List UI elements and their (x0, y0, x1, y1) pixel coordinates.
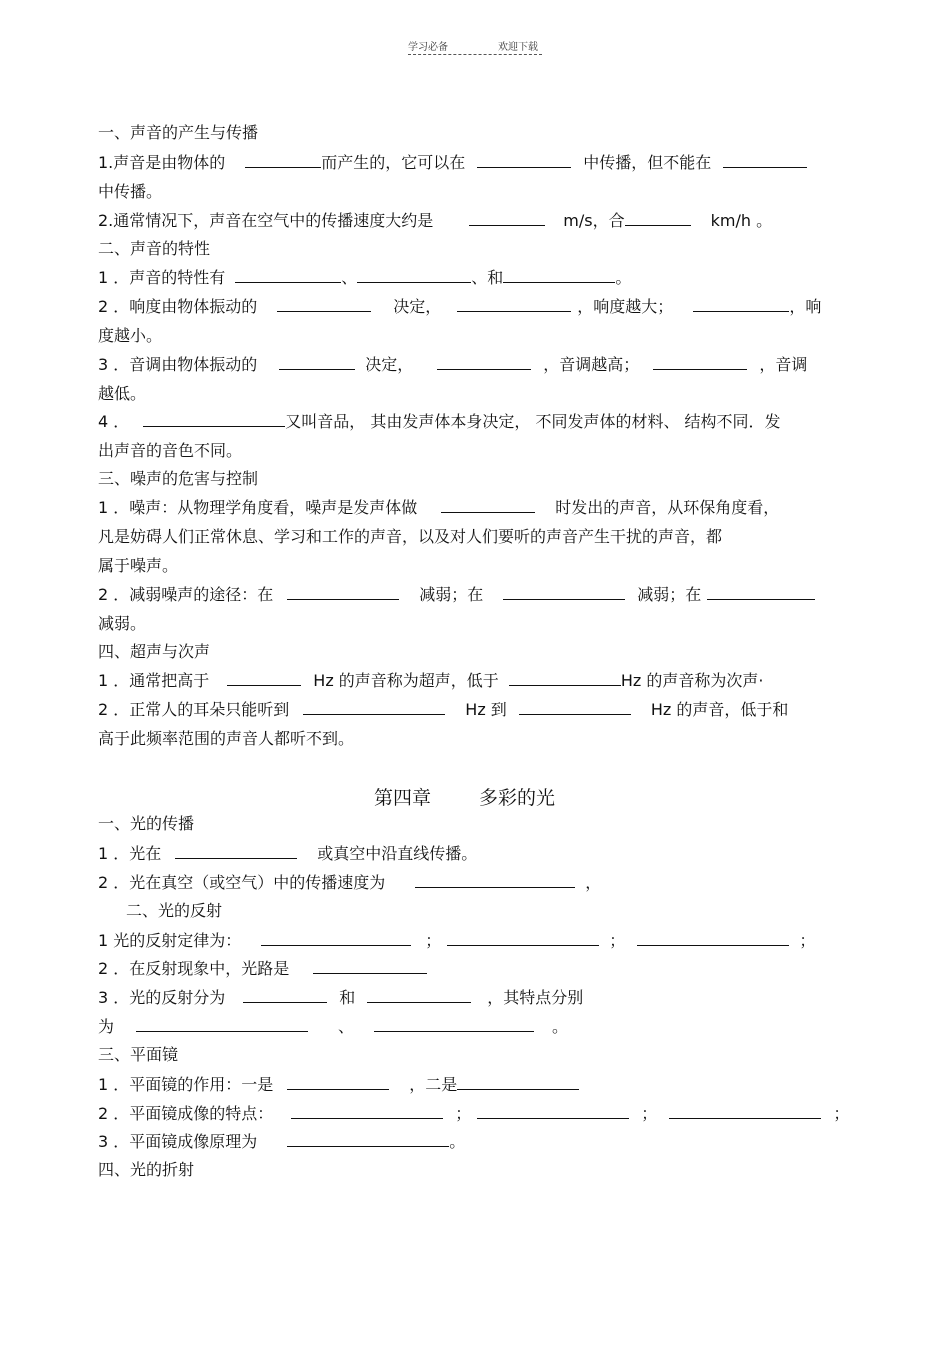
answer-blank[interactable] (374, 1017, 534, 1032)
question-line: 1 ．光在 或真空中沿直线传播。 (98, 844, 478, 863)
question-line: 3 ．平面镜成像原理为 。 (98, 1132, 466, 1151)
question-line: 出声音的音色不同。 (98, 441, 243, 460)
answer-blank[interactable] (707, 585, 815, 600)
question-line: 减弱。 (98, 614, 147, 633)
answer-blank[interactable] (437, 355, 531, 370)
answer-blank[interactable] (509, 671, 621, 686)
question-line: 为 、 。 (98, 1017, 569, 1036)
answer-blank[interactable] (143, 412, 285, 427)
question-line: 度越小。 (98, 326, 163, 345)
question-line: 1 光的反射定律为： ； ； ； (98, 931, 816, 950)
section-title: 一、光的传播 (98, 814, 195, 833)
answer-blank[interactable] (367, 988, 471, 1003)
header-right: 欢迎下载 (498, 42, 538, 53)
answer-blank[interactable] (243, 988, 327, 1003)
question-line: 2.通常情况下，声音在空气中的传播速度大约是 m/s，合 km/h 。 (98, 211, 773, 230)
section-title: 三、噪声的危害与控制 (98, 469, 259, 488)
answer-blank[interactable] (235, 268, 341, 283)
question-line: 越低。 (98, 384, 147, 403)
answer-blank[interactable] (227, 671, 301, 686)
question-line: 3 ．光的反射分为 和 ，其特点分别 (98, 988, 584, 1007)
answer-blank[interactable] (291, 1104, 443, 1119)
section-title: 四、光的折射 (98, 1160, 195, 1179)
question-line: 2 ．光在真空（或空气）中的传播速度为 ， (98, 873, 602, 892)
answer-blank[interactable] (477, 1104, 629, 1119)
section-title: 四、超声与次声 (98, 642, 211, 661)
question-line: 2 ．平面镜成像的特点： ； ； ； (98, 1104, 850, 1123)
question-line: 1 ．声音的特性有 、 、和 。 (98, 268, 632, 287)
question-line: 1 ．平面镜的作用：一是 ，二是 (98, 1075, 579, 1095)
answer-blank[interactable] (693, 297, 789, 312)
answer-blank[interactable] (519, 700, 631, 715)
answer-blank[interactable] (279, 355, 355, 370)
question-line: 2 ．正常人的耳朵只能听到 Hz 到 Hz 的声音，低于和 (98, 700, 789, 719)
question-line: 1 ．噪声：从物理学角度看，噪声是发声体做 时发出的声音，从环保角度看， (98, 498, 780, 517)
answer-blank[interactable] (469, 211, 545, 226)
answer-blank[interactable] (457, 297, 571, 312)
section-title: 三、平面镜 (98, 1045, 179, 1064)
question-line: 3 ．音调由物体振动的 决定， ，音调越高； ，音调 (98, 355, 808, 374)
answer-blank[interactable] (637, 931, 789, 946)
answer-blank[interactable] (175, 844, 297, 859)
header-divider (408, 54, 542, 55)
question-line: 1.声音是由物体的 而产生的，它可以在 中传播，但不能在 (98, 153, 807, 173)
question-line: 4 ． 又叫音品， 其由发声体本身决定， 不同发声体的材料、 结构不同．发 (98, 412, 781, 431)
answer-blank[interactable] (457, 1075, 579, 1090)
answer-blank[interactable] (287, 1132, 449, 1147)
answer-blank[interactable] (357, 268, 471, 283)
answer-blank[interactable] (261, 931, 411, 946)
header-left: 学习必备 (408, 42, 448, 53)
answer-blank[interactable] (669, 1104, 821, 1119)
section-title: 二、光的反射 (126, 901, 223, 920)
question-line: 2 ．减弱噪声的途径：在 减弱；在 减弱；在 (98, 585, 815, 605)
answer-blank[interactable] (477, 153, 571, 168)
answer-blank[interactable] (287, 1075, 389, 1090)
answer-blank[interactable] (503, 268, 615, 283)
answer-blank[interactable] (136, 1017, 308, 1032)
answer-blank[interactable] (313, 959, 427, 974)
answer-blank[interactable] (441, 498, 535, 513)
question-line: 1 ．通常把高于 Hz 的声音称为超声，低于 Hz 的声音称为次声· (98, 671, 764, 690)
question-line: 2 ．在反射现象中，光路是 (98, 959, 427, 979)
answer-blank[interactable] (277, 297, 371, 312)
section-title: 一、声音的产生与传播 (98, 123, 259, 142)
answer-blank[interactable] (723, 153, 807, 168)
question-line: 凡是妨碍人们正常休息、学习和工作的声音，以及对人们要听的声音产生干扰的声音，都 (98, 527, 723, 546)
question-line: 属于噪声。 (98, 556, 179, 575)
answer-blank[interactable] (245, 153, 321, 168)
answer-blank[interactable] (415, 873, 575, 888)
answer-blank[interactable] (447, 931, 599, 946)
answer-blank[interactable] (303, 700, 445, 715)
question-line: 高于此频率范围的声音人都听不到。 (98, 729, 355, 748)
question-line: 中传播。 (98, 182, 163, 201)
section-title: 二、声音的特性 (98, 239, 211, 258)
answer-blank[interactable] (625, 211, 691, 226)
answer-blank[interactable] (287, 585, 399, 600)
question-line: 2 ．响度由物体振动的 决定， ，响度越大； ，响 (98, 297, 822, 316)
answer-blank[interactable] (653, 355, 747, 370)
chapter-title: 第四章 多彩的光 (374, 787, 556, 809)
answer-blank[interactable] (503, 585, 625, 600)
